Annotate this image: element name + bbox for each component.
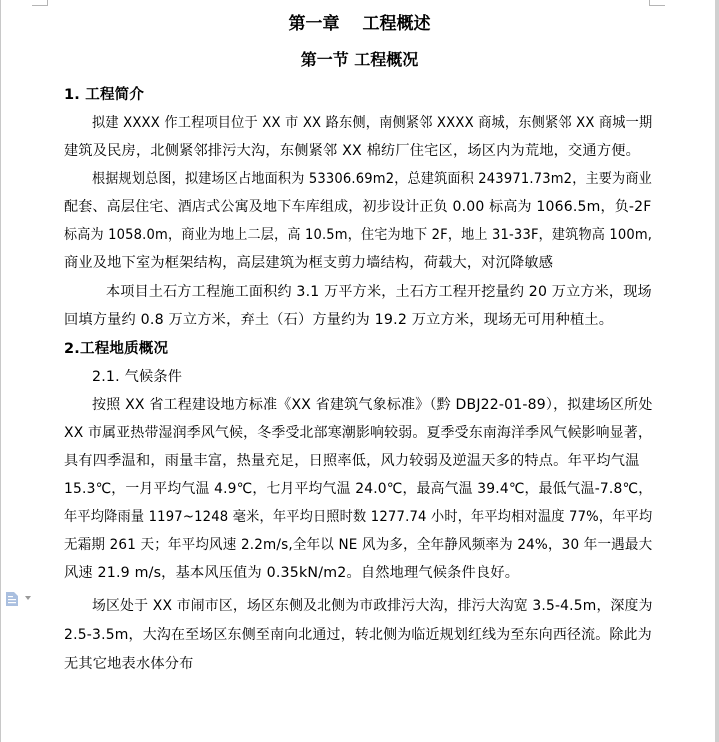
paragraph-line: 年平均降雨量 1197~1248 毫米，年平均日照时数 1277.74 小时，年平均相对温度 77%，年平均 (64, 509, 653, 525)
section-title: 第一节 工程概况 (300, 50, 419, 69)
paragraph-line: 无其它地表水体分布 (64, 656, 194, 672)
subheading-climate: 2.1. 气候条件 (92, 369, 183, 385)
paragraph-line: 无霜期 261 天；年平均风速 2.2m/s,全年以 NE 风为多，全年静风频率为 24%，30 年一遇最大 (64, 537, 653, 553)
paragraph-line: XX 市属亚热带湿润季风气候，冬季受北部寒潮影响较弱。夏季受东南海洋季风气候影响显著， (64, 425, 653, 441)
paragraph-line: 配套、高层住宅、酒店式公寓及地下车库组成，初步设计正负 0.00 标高为 1066.5m，负-2F (64, 199, 652, 215)
paragraph-line: 15.3℃，一月平均气温 4.9℃，七月平均气温 24.0℃，最高气温 39.4℃，最低气温-7.8℃， (64, 481, 653, 497)
paragraph-line: 本项目土石方工程施工面积约 3.1 万平方米，土石方工程开挖量约 20 万立方米，现场 (106, 284, 652, 300)
margin-corner-top-left (32, 0, 48, 6)
paragraph-line: 拟建 XXXX 作工程项目位于 XX 市 XX 路东侧，南侧紧邻 XXXX 商城，东侧紧邻 XX 商城一期 (92, 115, 653, 131)
paragraph-line: 场区处于 XX 市闹市区，场区东侧及北侧为市政排污大沟，排污大沟宽 3.5-4.5m，深度为 (92, 598, 653, 614)
paragraph-line: 回填方量约 0.8 万立方米，弃土（石）方量约为 19.2 万立方米，现场无可用种植土。 (64, 312, 614, 328)
dropdown-arrow-icon[interactable] (25, 596, 31, 600)
paragraph-line: 具有四季温和，雨量丰富，热量充足，日照率低，风力较弱及逆温天多的特点。年平均气温 (64, 453, 640, 469)
margin-corner-top-right (649, 0, 665, 6)
paragraph-line: 根据规划总图，拟建场区占地面积为 53306.69m2，总建筑面积 243971.73m2，主要为商业 (92, 171, 652, 187)
scrollbar[interactable] (715, 0, 719, 742)
heading-project-intro: 1. 工程简介 (64, 87, 145, 103)
heading-geology: 2.工程地质概况 (64, 341, 169, 357)
paragraph-line: 标高为 1058.0m，商业为地上二层，高 10.5m，住宅为地下 2F，地上 31-33F，建筑物高 100m, (64, 227, 653, 243)
paragraph-line: 风速 21.9 m/s，基本风压值为 0.35kN/m2。自然地理气候条件良好。 (64, 565, 520, 581)
paragraph-line: 2.5-3.5m，大沟在至场区东侧至南向北通过，转北侧为临近规划红线为至东向西径流。除此为 (64, 627, 652, 643)
chapter-title: 第一章 工程概述 (288, 14, 431, 34)
paragraph-line: 建筑及民房，北侧紧邻排污大沟，东侧紧邻 XX 棉纺厂住宅区，场区内为荒地，交通方便。 (64, 143, 640, 159)
page-left-border (0, 0, 1, 742)
paragraph-line: 按照 XX 省工程建设地方标准《XX 省建筑气象标准》（黔 DBJ22-01-89），拟建场区所处 (92, 397, 653, 413)
paragraph-line: 商业及地下室为框架结构，高层建筑为框支剪力墙结构，荷载大，对沉降敏感 (64, 255, 554, 271)
document-icon[interactable] (5, 592, 19, 606)
